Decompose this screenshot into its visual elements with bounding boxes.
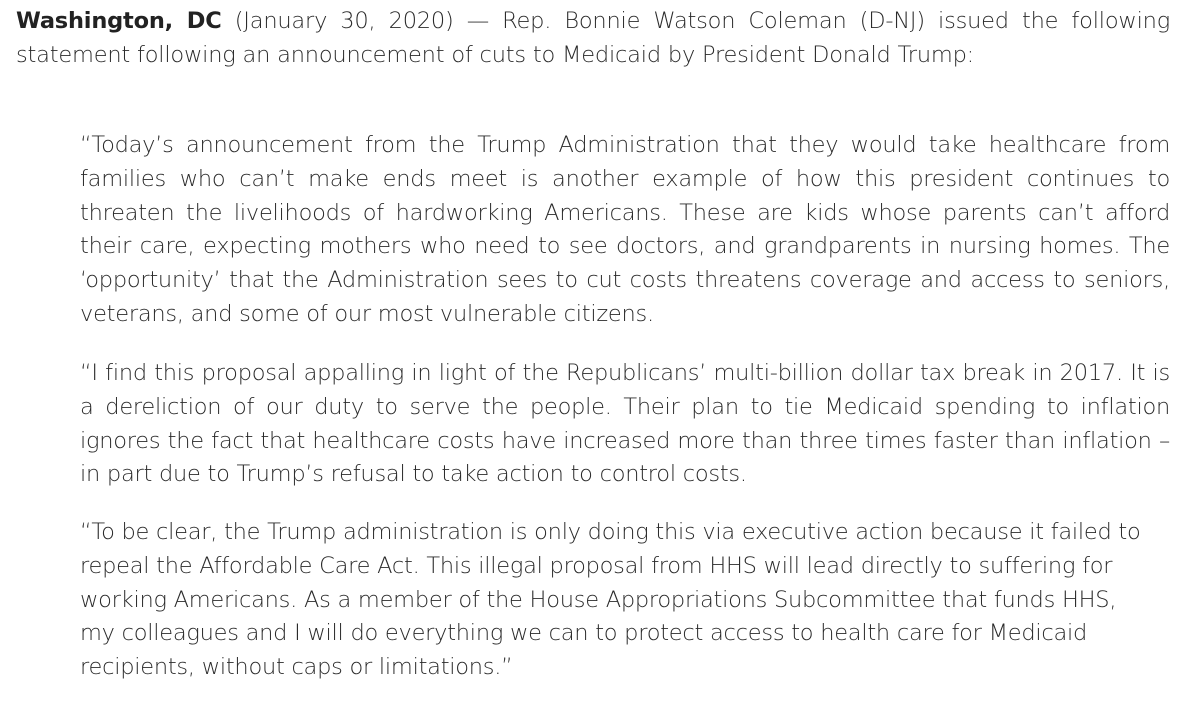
quote-paragraph-3: “To be clear, the Trump administration is only doing this via executive action because it failed to repeal the Affordable Care Act. This illegal proposal from HHS will lead directly to suffering for working Americans. As a member of the House Appropriations Subcommittee that funds HHS, my colleagues and I will do everything we can to protect access to health care for Medicaid recipients, without caps or limitations.” xyxy=(80,519,1141,681)
quote-paragraph-2: “I find this proposal appalling in light of the Republicans’ multi-billion dollar tax break in 2017. It is a dereliction of our duty to serve the people. Their plan to tie Medicaid spending to inflation ignores the fact that healthcare costs have increased more than three times faster than inflation – in part due to Trump’s refusal to take action to control costs. xyxy=(80,360,1170,488)
dateline: Washington, DC xyxy=(16,8,222,34)
intro-paragraph xyxy=(16,5,1170,72)
intro-text: (January 30, 2020) — Rep. Bonnie Watson Coleman (D-NJ) issued the following statement following an announcement of cuts to Medicaid by President Donald Trump: xyxy=(16,8,1170,68)
quote-paragraph-1: “Today’s announcement from the Trump Administration that they would take healthcare from families who can’t make ends meet is another example of how this president continues to threaten the livelihoods of hardworking Americans. These are kids whose parents can’t afford their care, expecting mothers who need to see doctors, and grandparents in nursing homes. The ‘opportunity’ that the Administration sees to cut costs threatens coverage and access to seniors, veterans, and some of our most vulnerable citizens. xyxy=(80,132,1170,327)
